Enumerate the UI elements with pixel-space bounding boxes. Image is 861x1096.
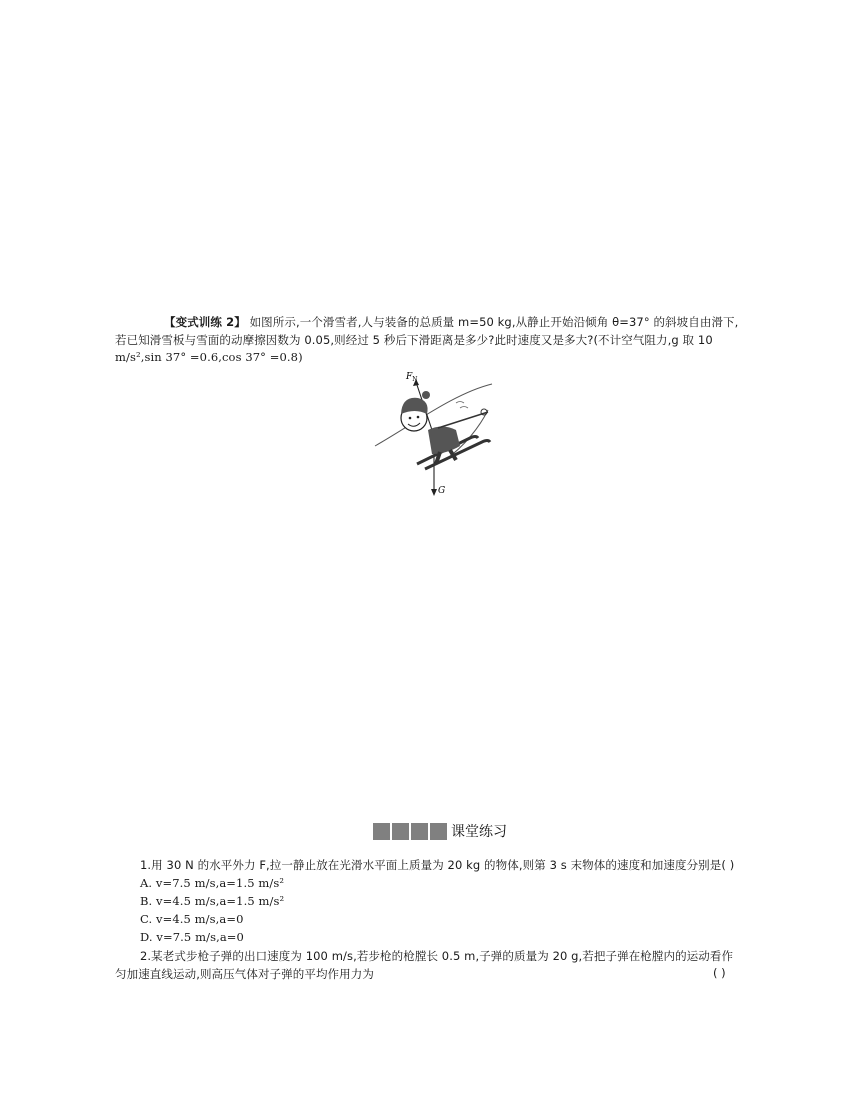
ski-pole — [438, 412, 488, 428]
skier-figure — [370, 368, 500, 500]
q2-answer-paren: ( ) — [713, 966, 726, 980]
q1-option-d: D. v=7.5 m/s,a=0 — [140, 930, 244, 944]
q2-stem-line-2: 匀加速直线运动,则高压气体对子弹的平均作用力为 — [115, 967, 374, 981]
section-title: 课堂练习 — [451, 824, 507, 840]
q2-stem-line-1: 2.某老式步枪子弹的出口速度为 100 m/s,若步枪的枪膛长 0.5 m,子弹的质量为 20 g,若把子弹在枪膛内的运动看作 — [140, 949, 734, 963]
section-header — [373, 821, 507, 841]
header-block-3 — [411, 823, 428, 840]
fn-label: $F_N$ — [406, 372, 418, 383]
exercise-line-1: 如图所示,一个滑雪者,人与装备的总质量 m=50 kg,从静止开始沿倾角 θ=37° 的斜坡自由滑下, — [249, 315, 739, 329]
exercise-line-2: 若已知滑雪板与雪面的动摩擦因数为 0.05,则经过 5 秒后下滑距离是多少?此时速度又是多大?(不计空气阻力,g 取 10 — [115, 333, 713, 347]
exercise-line-3: m/s²,sin 37° =0.6,cos 37° =0.8) — [115, 350, 303, 364]
q1-option-b: B. v=4.5 m/s,a=1.5 m/s² — [140, 894, 285, 908]
g-label: G — [438, 486, 446, 496]
skier-body — [428, 427, 460, 455]
q1-option-a: A. v=7.5 m/s,a=1.5 m/s² — [140, 876, 285, 890]
exercise-label: 【变式训练 2】 — [164, 315, 246, 329]
exercise-block — [164, 314, 738, 330]
q1-option-c: C. v=4.5 m/s,a=0 — [140, 912, 244, 926]
q1-stem: 1.用 30 N 的水平外力 F,拉一静止放在光滑水平面上质量为 20 kg 的物体,则第 3 s 末物体的速度和加速度分别是( ) — [140, 858, 735, 872]
header-block-4 — [430, 823, 447, 840]
header-block-1 — [373, 823, 390, 840]
header-block-2 — [392, 823, 409, 840]
